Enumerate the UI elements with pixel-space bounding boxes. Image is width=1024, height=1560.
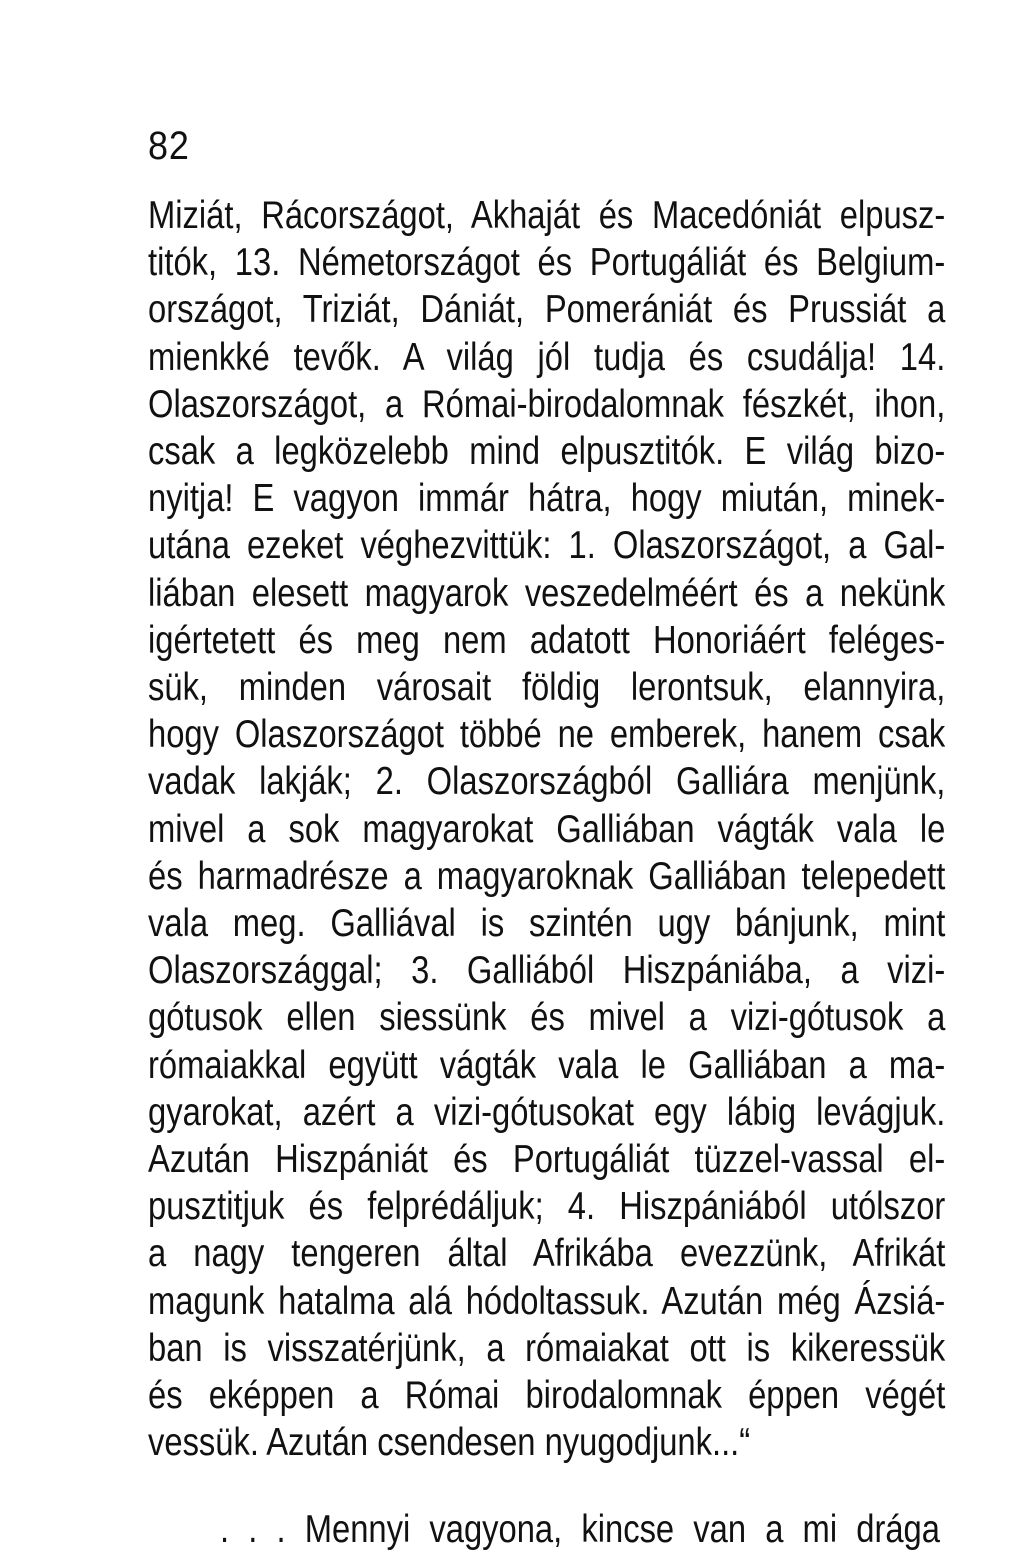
text-line: ban is visszatérjünk, a rómaiakat ott is kikeressük [148, 1326, 946, 1370]
text-line: és eképpen a Római birodalomnak éppen végét [148, 1374, 946, 1417]
text-line: gyarokat, azért a vizi-gótusokat egy lábig levágjuk. [148, 1090, 946, 1134]
text-line: csak a legközelebb mind elpusztitók. E világ bizo- [148, 430, 946, 473]
text-line: Azután Hiszpániát és Portugáliát tüzzel-vassal el- [148, 1138, 946, 1181]
continuation-line: . . . Mennyi vagyona, kincse van a mi drága [220, 1508, 940, 1552]
text-line: Olaszországgal; 3. Galliából Hiszpániába, a vizi- [148, 949, 946, 993]
page-number: 82 [148, 124, 190, 168]
text-line: vala meg. Galliával is szintén ugy bánjunk, mint [148, 902, 946, 945]
text-line: rómaiakkal együtt vágták vala le Galliában a ma- [148, 1043, 946, 1087]
text-line: és harmadrésze a magyaroknak Galliában telepedett [148, 854, 946, 898]
text-line: országot, Triziát, Dániát, Pomerániát és Prussiát a [148, 288, 946, 332]
text-line: hogy Olaszországot többé ne emberek, hanem csak [148, 713, 946, 757]
text-line: mivel a sok magyarokat Galliában vágták vala le [148, 807, 946, 851]
text-line: pusztitjuk és felprédáljuk; 4. Hiszpániából utólszor [148, 1185, 946, 1229]
text-line: vadak lakják; 2. Olaszországból Galliára menjünk, [148, 760, 946, 804]
text-line: titók, 13. Németországot és Portugáliát és Belgium- [148, 241, 946, 285]
text-line: utána ezeket véghezvittük: 1. Olaszországot, a Gal- [148, 524, 946, 568]
text-line: magunk hatalma alá hódoltassuk. Azután még Ázsiá- [148, 1279, 946, 1323]
text-line: vessük. Azután csendesen nyugodjunk...“ [148, 1421, 751, 1465]
text-line: liában elesett magyarok veszedelméért és a nekünk [148, 571, 946, 615]
text-line: mienkké tevők. A világ jól tudja és csudálja! 14. [148, 335, 946, 379]
text-line: Olaszországot, a Római-birodalomnak fészkét, ihon, [148, 382, 946, 426]
text-line: gótusok ellen siessünk és mivel a vizi-gótusok a [148, 996, 946, 1040]
text-line: nyitja! E vagyon immár hátra, hogy miután, minek- [148, 477, 946, 521]
text-line: Miziát, Rácországot, Akhaját és Macedóniát elpusz- [148, 194, 946, 237]
text-line: a nagy tengeren által Afrikába evezzünk, Afrikát [148, 1232, 946, 1276]
text-line: igértetett és meg nem adatott Honoriáért feléges- [148, 618, 946, 662]
text-line: sük, minden városait földig lerontsuk, elannyira, [148, 666, 946, 709]
